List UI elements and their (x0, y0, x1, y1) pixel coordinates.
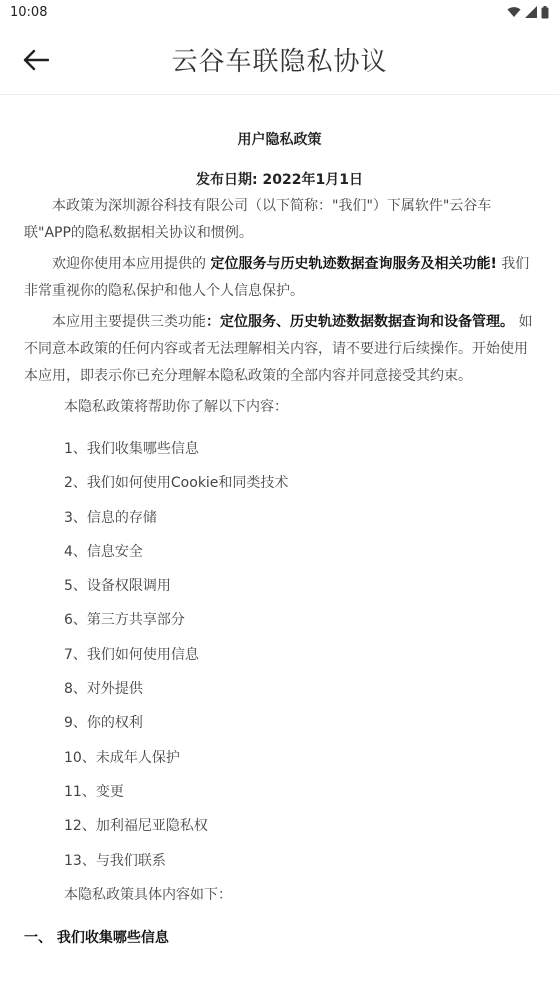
section-heading: 一、 我们收集哪些信息 (24, 929, 169, 946)
toc-item: 1、我们收集哪些信息 (64, 441, 199, 457)
policy-title: 用户隐私政策 (237, 132, 322, 148)
toc-item: 10、未成年人保护 (64, 749, 180, 766)
status-time: 10:08 (10, 4, 48, 20)
bold-functions: ：定位服务、历史轨迹数据数据查询和设备管理。 (206, 314, 514, 330)
signal-icon (525, 6, 537, 18)
toc-item: 9、你的权利 (64, 715, 143, 732)
bold-service: 定位服务与历史轨迹数据查询服务及相关功能! (210, 256, 497, 272)
toc-item: 12、加利福尼亚隐私权 (64, 818, 208, 835)
toc-item: 3、信息的存储 (64, 509, 157, 526)
toc-item: 5、设备权限调用 (64, 578, 171, 595)
detail-intro: 本隐私政策具体内容如下： (64, 886, 232, 903)
policy-content[interactable] (0, 95, 559, 950)
paragraph-welcome: 欢迎你使用本应用提供的 定位服务与历史轨迹数据查询服务及相关功能! 我们非常重视你的隐私保护和他人个人信息保护。 (24, 256, 530, 299)
paragraph-intro: 本政策为深圳源谷科技有限公司（以下简称："我们"）下属软件"云谷车联"APP的隐私数据相关协议和惯例。 (24, 198, 492, 241)
wifi-icon (507, 6, 521, 18)
toc-list (24, 432, 535, 878)
page-title: 云谷车联隐私协议 (171, 46, 388, 77)
paragraph-functions: 本应用主要提供三类功能：定位服务、历史轨迹数据数据查询和设备管理。 如不同意本政策的任何内容或者无法理解相关内容，请不要进行后续操作。开始使用本应用，即表示你已充分理解本隐私政策的全部内容并同意接受其约束。 (24, 314, 533, 384)
toc-item: 11、变更 (64, 783, 124, 800)
toc-item: 7、我们如何使用信息 (64, 646, 199, 663)
list-intro: 本隐私政策将帮助你了解以下内容： (64, 399, 288, 415)
toc-item: 6、第三方共享部分 (64, 612, 185, 629)
status-icons (507, 6, 549, 19)
publish-date: 发布日期: 2022年1月1日 (196, 172, 363, 188)
toc-item: 2、我们如何使用Cookie和同类技术 (64, 475, 289, 492)
toc-item: 13、与我们联系 (64, 852, 166, 869)
back-button[interactable] (18, 42, 54, 78)
toc-item: 4、信息安全 (64, 543, 143, 560)
toc-item: 8、对外提供 (64, 681, 143, 698)
app-bar (0, 24, 559, 95)
arrow-left-icon (23, 49, 49, 71)
battery-icon (541, 6, 549, 19)
status-bar (0, 0, 559, 24)
